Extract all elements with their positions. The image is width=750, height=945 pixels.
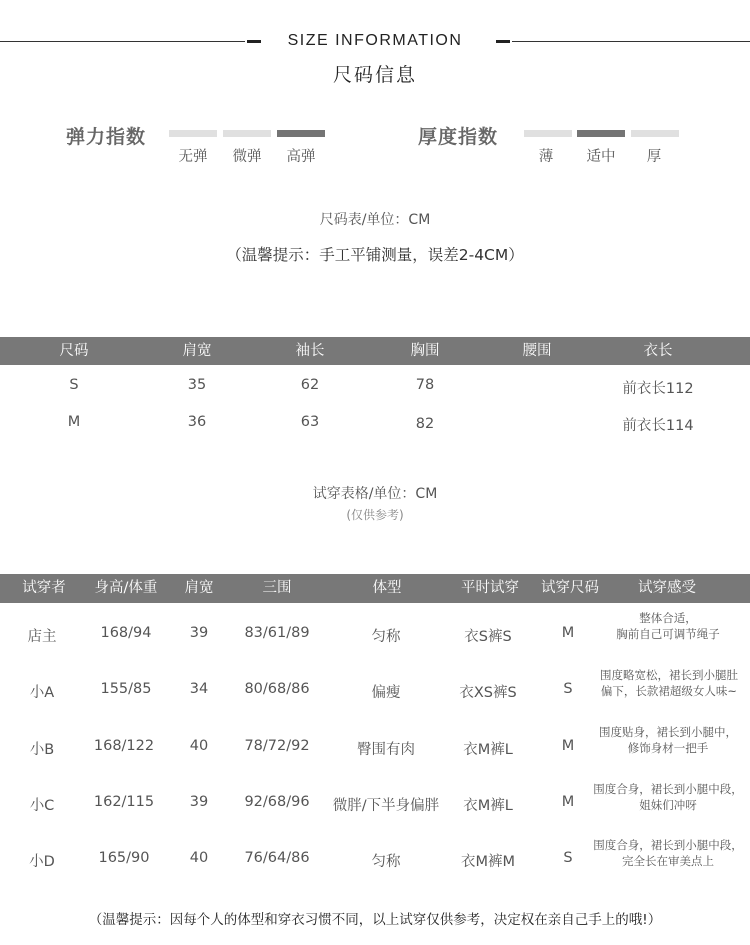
elasticity-bar-1 bbox=[223, 130, 271, 137]
tryon-col-measure: 三围 bbox=[262, 580, 292, 596]
feel-line-2: 胸前自己可调节绳子 bbox=[616, 627, 720, 641]
shoulder-cell: 40 bbox=[189, 850, 209, 866]
feel-line-2: 完全长在审美点上 bbox=[622, 854, 714, 868]
tester-cell: 店主 bbox=[27, 629, 57, 645]
tryon-table-caption: 试穿表格/单位：CM bbox=[312, 486, 438, 502]
usual-cell: 衣XS裤S bbox=[459, 685, 517, 701]
body-cell: 臀围有肉 bbox=[357, 742, 415, 758]
tryon-col-size: 试穿尺码 bbox=[541, 580, 599, 596]
size-cell: S bbox=[563, 850, 573, 866]
feel-line-1: 围度合身，裙长到小腿中段， bbox=[593, 782, 743, 796]
tester-cell: 小B bbox=[29, 742, 55, 758]
measure-cell: 80/68/86 bbox=[244, 681, 310, 697]
measure-cell: 78/72/92 bbox=[244, 738, 310, 754]
title-en: SIZE INFORMATION bbox=[287, 32, 463, 49]
hw-cell: 162/115 bbox=[93, 794, 155, 810]
tester-cell: 小C bbox=[29, 798, 55, 814]
size-cell: M bbox=[561, 625, 575, 641]
size-cell: S bbox=[69, 377, 79, 393]
size-table-header bbox=[0, 337, 750, 365]
measure-cell: 92/68/96 bbox=[244, 794, 310, 810]
shoulder-cell: 34 bbox=[189, 681, 209, 697]
shoulder-cell: 40 bbox=[189, 738, 209, 754]
chest-cell: 78 bbox=[415, 377, 435, 393]
feel-line-1: 整体合适， bbox=[639, 611, 697, 625]
chest-cell: 82 bbox=[415, 416, 435, 432]
body-cell: 匀称 bbox=[371, 629, 401, 645]
elasticity-option-2: 高弹 bbox=[286, 149, 316, 165]
tryon-col-body: 体型 bbox=[372, 580, 402, 596]
hw-cell: 165/90 bbox=[98, 850, 150, 866]
feel-line-2: 姐妹们冲呀 bbox=[639, 798, 697, 812]
sleeve-cell: 63 bbox=[300, 414, 320, 430]
sleeve-cell: 62 bbox=[300, 377, 320, 393]
hw-cell: 168/122 bbox=[93, 738, 155, 754]
thickness-bar-1 bbox=[577, 130, 625, 137]
tryon-col-shoulder: 肩宽 bbox=[184, 580, 214, 596]
size-table-caption: 尺码表/单位：CM bbox=[319, 212, 431, 228]
shoulder-cell: 36 bbox=[187, 414, 207, 430]
size-col-sleeve: 袖长 bbox=[295, 343, 325, 359]
usual-cell: 衣S裤S bbox=[464, 629, 512, 645]
tester-cell: 小D bbox=[29, 854, 55, 870]
measure-cell: 83/61/89 bbox=[244, 625, 310, 641]
thickness-option-1: 适中 bbox=[586, 149, 616, 165]
shoulder-cell: 39 bbox=[189, 794, 209, 810]
size-cell: M bbox=[561, 794, 575, 810]
header-line-right bbox=[512, 41, 750, 42]
thickness-bar-2 bbox=[631, 130, 679, 137]
size-cell: M bbox=[561, 738, 575, 754]
tryon-col-usual: 平时试穿 bbox=[461, 580, 519, 596]
measure-cell: 76/64/86 bbox=[244, 850, 310, 866]
tryon-col-feel: 试穿感受 bbox=[638, 580, 696, 596]
tester-cell: 小A bbox=[29, 685, 55, 701]
footer-note: （温馨提示：因每个人的体型和穿衣习惯不同，以上试穿仅供参考，决定权在亲自己手上的哦!） bbox=[88, 912, 662, 928]
feel-line-1: 围度略宽松，裙长到小腿肚 bbox=[600, 668, 738, 682]
length-cell: 前衣长112 bbox=[622, 381, 694, 397]
elasticity-option-0: 无弹 bbox=[178, 149, 208, 165]
feel-line-1: 围度贴身，裙长到小腿中， bbox=[599, 725, 737, 739]
usual-cell: 衣M裤M bbox=[460, 854, 516, 870]
feel-line-2: 修饰身材一把手 bbox=[627, 741, 709, 755]
size-col-length: 衣长 bbox=[643, 343, 673, 359]
tryon-col-hw: 身高/体重 bbox=[94, 580, 158, 596]
feel-line-1: 围度合身，裙长到小腿中段， bbox=[593, 838, 743, 852]
thickness-bar-0 bbox=[524, 130, 572, 137]
tryon-table-header bbox=[0, 574, 750, 603]
thickness-option-0: 薄 bbox=[538, 149, 554, 165]
shoulder-cell: 35 bbox=[187, 377, 207, 393]
elasticity-bar-2 bbox=[277, 130, 325, 137]
tryon-col-tester: 试穿者 bbox=[22, 580, 66, 596]
body-cell: 偏瘦 bbox=[371, 685, 401, 701]
size-col-chest: 胸围 bbox=[410, 343, 440, 359]
header-dash-right bbox=[496, 40, 510, 43]
size-cell: S bbox=[563, 681, 573, 697]
length-cell: 前衣长114 bbox=[622, 418, 694, 434]
tryon-table-subcaption: (仅供参考) bbox=[346, 508, 404, 522]
elasticity-bar-0 bbox=[169, 130, 217, 137]
shoulder-cell: 39 bbox=[189, 625, 209, 641]
elasticity-label: 弹力指数 bbox=[66, 126, 147, 148]
title-zh: 尺码信息 bbox=[332, 64, 417, 86]
usual-cell: 衣M裤L bbox=[463, 798, 513, 814]
body-cell: 匀称 bbox=[371, 854, 401, 870]
thickness-label: 厚度指数 bbox=[418, 126, 499, 148]
size-cell: M bbox=[67, 414, 81, 430]
hw-cell: 155/85 bbox=[100, 681, 152, 697]
hw-cell: 168/94 bbox=[100, 625, 152, 641]
size-col-size: 尺码 bbox=[59, 343, 89, 359]
usual-cell: 衣M裤L bbox=[463, 742, 513, 758]
size-col-waist: 腰围 bbox=[522, 343, 552, 359]
elasticity-option-1: 微弹 bbox=[232, 149, 262, 165]
thickness-option-2: 厚 bbox=[646, 149, 662, 165]
feel-line-2: 偏下，长款裙超级女人味~ bbox=[600, 684, 738, 698]
size-table-note: （温馨提示：手工平铺测量，误差2-4CM） bbox=[226, 246, 524, 264]
body-cell: 微胖/下半身偏胖 bbox=[332, 798, 440, 814]
size-col-shoulder: 肩宽 bbox=[182, 343, 212, 359]
